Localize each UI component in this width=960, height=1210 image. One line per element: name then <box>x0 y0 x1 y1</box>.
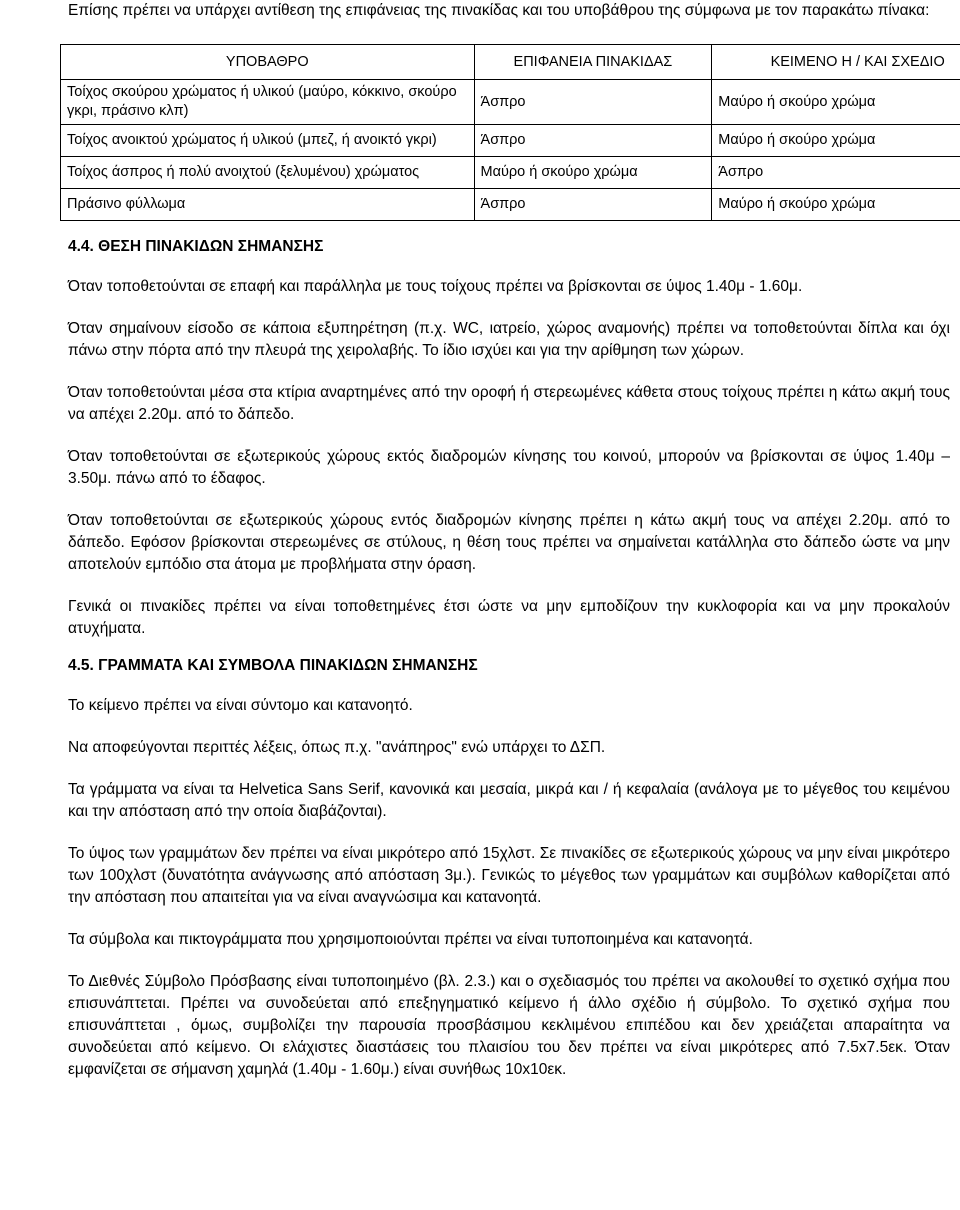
header-background: ΥΠΟΒΑΘΡΟ <box>61 45 475 80</box>
section-4-5-paragraph: Τα σύμβολα και πικτογράμματα που χρησιμοποιούνται πρέπει να είναι τυποποιημένα και κατανοητά. <box>68 931 753 948</box>
table-cell: Μαύρο ή σκούρο χρώμα <box>712 125 960 157</box>
header-text-design: ΚΕΙΜΕΝΟ Η / ΚΑΙ ΣΧΕΔΙΟ <box>712 45 960 80</box>
table-row <box>61 157 960 189</box>
table-cell: Τοίχος σκούρου χρώματος ή υλικού (μαύρο, κόκκινο, σκούρο γκρι, πράσινο κλπ) <box>61 80 475 125</box>
header-sign-surface: ΕΠΙΦΑΝΕΙΑ ΠΙΝΑΚΙΔΑΣ <box>474 45 712 80</box>
section-4-5-paragraph: Το Διεθνές Σύμβολο Πρόσβασης είναι τυποποιημένο (βλ. 2.3.) και ο σχεδιασμός του πρέπει να ακολουθεί το σχετικό σχήμα που επισυνάπτεται. Πρέπει να συνοδεύεται από επεξηγηματικό κείμενο ή άλλο σχέδιο ή σύμβολο. Το σχετικό σχήμα που επισυνάπτεται , όμως, συμβολίζει την παρουσία προσβάσιμου κεκλιμένου επιπέδου και δεν χρειάζεται απαραίτητα να συνοδεύεται από κείμενο. Οι ελάχιστες διαστάσεις του πλαισίου του δεν πρέπει να είναι μικρότερες από 7.5x7.5εκ. Όταν εμφανίζεται σε σήμανση χαμηλά (1.40μ - 1.60μ.) είναι συνήθως 10x10εκ. <box>68 973 950 1078</box>
table-cell: Άσπρο <box>474 189 712 221</box>
section-4-4-paragraph: Όταν τοποθετούνται σε επαφή και παράλληλα με τους τοίχους πρέπει να βρίσκονται σε ύψος 1.40μ - 1.60μ. <box>68 278 803 295</box>
table-row <box>61 189 960 221</box>
table-cell: Τοίχος ανοικτού χρώματος ή υλικού (μπεζ, ή ανοικτό γκρι) <box>61 125 475 157</box>
section-4-5-paragraph: Να αποφεύγονται περιττές λέξεις, όπως π.χ. "ανάπηρος" ενώ υπάρχει το ΔΣΠ. <box>68 739 606 756</box>
table-cell: Άσπρο <box>474 125 712 157</box>
table-row <box>61 125 960 157</box>
intro-paragraph: Επίσης πρέπει να υπάρχει αντίθεση της επιφάνειας της πινακίδας και του υποβάθρου της σύμφωνα με τον παρακάτω πίνακα: <box>68 2 930 19</box>
section-4-4-paragraph: Όταν τοποθετούνται σε εξωτερικούς χώρους εκτός διαδρομών κίνησης του κοινού, μπορούν να βρίσκονται σε ύψος 1.40μ – 3.50μ. πάνω από το έδαφος. <box>68 448 950 487</box>
contrast-table <box>60 44 960 221</box>
table-header-row <box>61 45 960 80</box>
table-cell: Τοίχος άσπρος ή πολύ ανοιχτού (ξελυμένου) χρώματος <box>61 157 475 189</box>
section-4-5-title: 4.5. ΓΡΑΜΜΑΤΑ ΚΑΙ ΣΥΜΒΟΛΑ ΠΙΝΑΚΙΔΩΝ ΣΗΜΑΝΣΗΣ <box>68 657 478 674</box>
section-4-4-paragraph: Γενικά οι πινακίδες πρέπει να είναι τοποθετημένες έτσι ώστε να μην εμποδίζουν την κυκλοφορία και να μην προκαλούν ατυχήματα. <box>68 598 950 637</box>
table-cell: Άσπρο <box>474 80 712 125</box>
section-4-4-paragraph: Όταν τοποθετούνται μέσα στα κτίρια αναρτημένες από την οροφή ή στερεωμένες κάθετα στους τοίχους πρέπει η κάτω ακμή τους να απέχει 2.20μ. από το δάπεδο. <box>68 384 950 423</box>
section-4-5-paragraph: Το ύψος των γραμμάτων δεν πρέπει να είναι μικρότερο από 15χλστ. Σε πινακίδες σε εξωτερικούς χώρους να μην είναι μικρότερο των 100χλστ (δυνατότητα ανάγνωσης από απόσταση 3μ.). Γενικώς το μέγεθος των γραμμάτων και συμβόλων καθορίζεται από την απόσταση που απαιτείται για να είναι αναγνώσιμα και κατανοητά. <box>68 845 950 906</box>
section-4-4-paragraph: Όταν τοποθετούνται σε εξωτερικούς χώρους εντός διαδρομών κίνησης πρέπει η κάτω ακμή τους να απέχει 2.20μ. από το δάπεδο. Εφόσον βρίσκονται στερεωμένες σε στύλους, η θέση τους πρέπει να σημαίνεται κατάλληλα στο δάπεδο ώστε να μην αποτελούν εμπόδιο στα άτομα με προβλήματα στην όραση. <box>68 512 950 573</box>
table-cell: Μαύρο ή σκούρο χρώμα <box>712 80 960 125</box>
table-row <box>61 80 960 125</box>
table-cell: Μαύρο ή σκούρο χρώμα <box>474 157 712 189</box>
table-cell: Μαύρο ή σκούρο χρώμα <box>712 189 960 221</box>
table-cell: Άσπρο <box>712 157 960 189</box>
table-cell: Πράσινο φύλλωμα <box>61 189 475 221</box>
section-4-4-title: 4.4. ΘΕΣΗ ΠΙΝΑΚΙΔΩΝ ΣΗΜΑΝΣΗΣ <box>68 238 324 255</box>
section-4-5-paragraph: Το κείμενο πρέπει να είναι σύντομο και κατανοητό. <box>68 697 413 714</box>
section-4-4-paragraph: Όταν σημαίνουν είσοδο σε κάποια εξυπηρέτηση (π.χ. WC, ιατρείο, χώρος αναμονής) πρέπει να τοποθετούνται δίπλα και όχι πάνω στην πόρτα από την πλευρά της χειρολαβής. Το ίδιο ισχύει και για την αρίθμηση των χώρων. <box>68 320 950 359</box>
section-4-5-paragraph: Τα γράμματα να είναι τα Helvetica Sans Serif, κανονικά και μεσαία, μικρά και / ή κεφαλαία (ανάλογα με το μέγεθος του κειμένου και την απόσταση από την οποία διαβάζονται). <box>68 781 950 820</box>
